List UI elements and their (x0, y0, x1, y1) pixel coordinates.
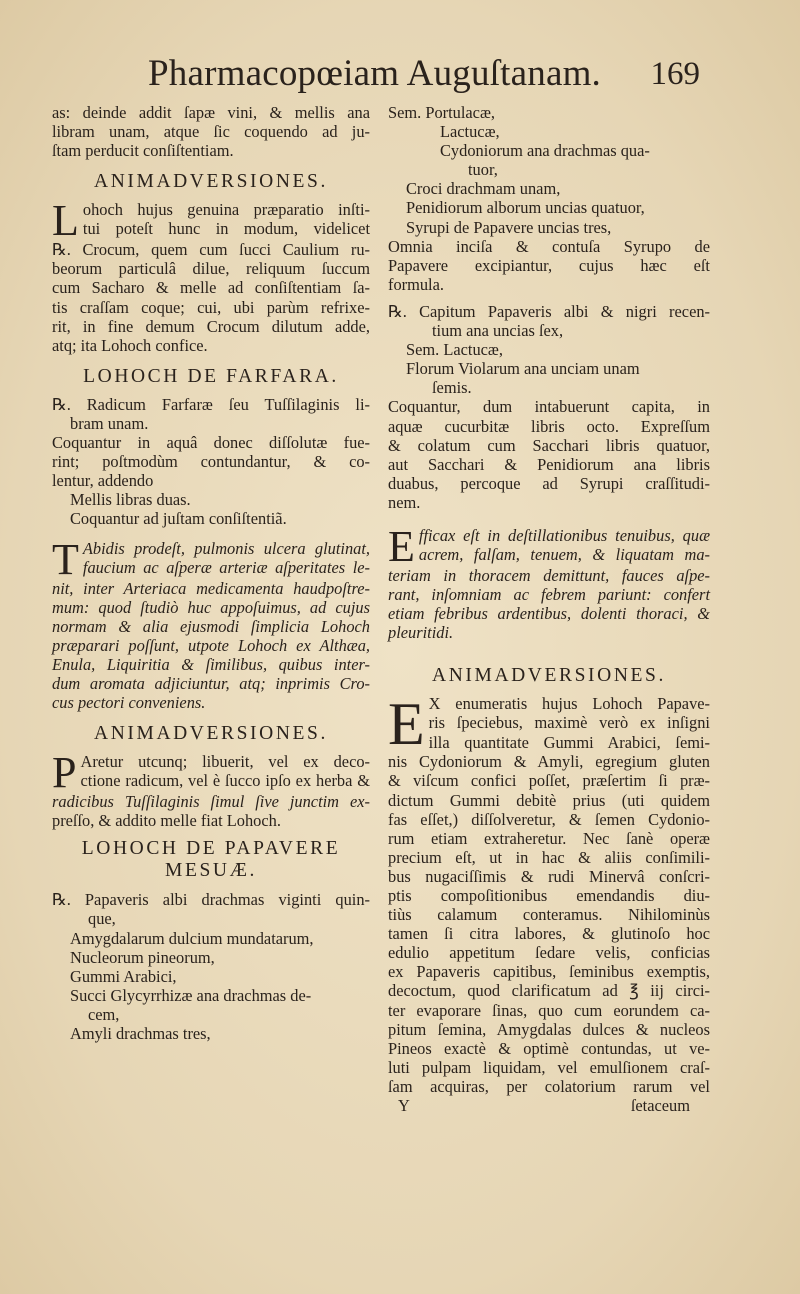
intro-paragraph (52, 103, 370, 160)
text-line: formula. (388, 274, 444, 294)
text-line: ℞. Capitum Papaveris albi & nigri recen- (388, 301, 710, 321)
text-line: tis craſſam coque; cui, ubi parùm refrixe- (52, 297, 370, 317)
text-line: Mellis libras duas. (70, 490, 191, 510)
text-line: decoctum, quod clarificatum ad ℥ iij circi- (388, 981, 710, 1001)
section-heading-mesuae: MESUÆ. (165, 860, 257, 882)
text-line: nis Cydoniorum & Amyli, egregium gluten (388, 752, 710, 772)
text-line: rit, in fine demum Crocum dilutum adde, (52, 316, 370, 336)
text-line: cus pectori conveniens. (52, 693, 206, 713)
text-line: ris ſpeciebus, maximè verò ex inſigni (428, 713, 710, 733)
text-line: dum aromata adjiciuntur, atq; inprimis Cro- (52, 673, 370, 693)
animadversiones-paragraph (52, 748, 370, 831)
catchword: ſetaceum (630, 1096, 690, 1116)
text-line: Pineos exactè & optimè contundas, ut ve- (388, 1038, 710, 1058)
text-line: Coquantur, dum intabuerunt capita, in (388, 397, 710, 417)
text-line: tiùs calamum conteramus. Nihilominùs (388, 905, 710, 925)
text-line: rum etiam extraheretur. Nec ſanè operæ (388, 828, 710, 848)
text-line: Aretur utcunq; libuerit, vel ex deco- (80, 752, 370, 772)
left-column (52, 103, 370, 1043)
text-line: pitum ſemina, Amygdalas dulces & nucleos (388, 1019, 710, 1039)
text-line: ohoch hujus genuina præparatio inſti- (82, 200, 370, 220)
section-heading-animadversiones: ANIMADVERSIONES. (94, 171, 328, 193)
drop-cap: E (388, 521, 415, 571)
drop-cap: L (52, 196, 79, 246)
running-header (140, 52, 700, 102)
text-line: Sem. Portulacæ, (388, 103, 495, 122)
text-line: fas eſſet,) diſſolveretur, & ſemen Cydonio- (388, 809, 710, 829)
text-line: rant, inſomniam ac febrem pariunt: confert (388, 585, 710, 605)
text-line: normam & alia ejusmodi ſimplicia Lohoch (52, 616, 370, 636)
text-line: tium ana uncias ſex, (432, 321, 564, 341)
papavere-recipe (52, 890, 370, 1043)
text-line: pleuritidi. (388, 623, 454, 643)
text-line: ℞. Papaveris albi drachmas viginti quin- (52, 890, 370, 910)
text-line: tamen ſi citra labores, & glutinoſo hoc (388, 924, 710, 944)
text-line: cum Sacharo & melle ad conſiſtentiam ſa- (52, 278, 370, 298)
text-line: etiam febribus ardentibus, dolenti thoraci, & (388, 604, 710, 624)
text-line: tuor, (468, 160, 498, 180)
text-line: aquæ cucurbitæ libris octo. Expreſſum (388, 416, 710, 436)
text-line: aut Sacchari & Penidiorum ana libris (388, 454, 710, 474)
running-title: Pharmacopœiam Auguſtanam. (148, 53, 602, 94)
text-line: duabus, percoque ad Syrupi craſſitudi- (388, 473, 710, 493)
text-line: precium eſt, ut in hac & aliis conſimili- (388, 847, 710, 867)
text-line: X enumeratis hujus Lohoch Papave- (428, 694, 710, 714)
section-heading-animadversiones: ANIMADVERSIONES. (94, 723, 328, 745)
text-line: atq; ita Lohoch confice. (52, 335, 208, 355)
text-line: luti pulpam liquidam, vel emulſionem craſ- (388, 1057, 710, 1077)
text-line: illa quantitate Gummi Arabici, ſemi- (428, 732, 710, 752)
page-footer (388, 1096, 710, 1115)
text-line: Croci drachmam unam, (406, 179, 561, 199)
drop-cap: E (388, 691, 425, 758)
text-line: acrem, falſam, tenuem, & liquatam ma- (418, 545, 710, 565)
text-line: Amygdalarum dulcium mundatarum, (70, 928, 314, 948)
text-line: ℞. Radicum Farfaræ ſeu Tuſſilaginis li- (52, 394, 370, 414)
text-line: ſam acquiras, per colatorium rarum vel (388, 1076, 710, 1096)
text-line: ſemis. (432, 378, 472, 398)
text-line: Abidis prodeſt, pulmonis ulcera glutinat, (82, 538, 370, 558)
page-number: 169 (650, 56, 700, 92)
papavere-recipe-continued (388, 103, 710, 294)
text-line: as: deinde addit ſapæ vini, & mellis ana (52, 103, 370, 122)
text-line: libram unam, atque ſic coquendo ad ju- (52, 122, 370, 142)
animadversiones-paragraph (388, 691, 710, 1096)
text-line: ſtam perducit conſiſtentiam. (52, 141, 234, 161)
text-line: edulio appetitum ſedare velis, conficias (388, 943, 710, 963)
text-line: Lactucæ, (440, 122, 500, 142)
text-line: dictum Gummi debitè prius (uti quidem (388, 790, 710, 810)
text-line: Coquantur ad juſtam conſiſtentiã. (70, 509, 287, 529)
text-line: Succi Glycyrrhizæ ana drachmas de- (70, 985, 312, 1005)
text-line: ex Papaveris capitibus, ſeminibus exemptis, (388, 962, 710, 982)
tabidis-paragraph (52, 534, 370, 713)
text-line: Omnia inciſa & contuſa Syrupo de (388, 236, 710, 256)
text-line: radicibus Tuſſilaginis ſimul ſive junctim ex- (52, 792, 370, 812)
text-line: Gummi Arabici, (70, 966, 177, 986)
text-line: bus nugaciſſimis & rudi Minervâ conſcri- (388, 866, 710, 886)
text-line: Cydoniorum ana drachmas qua- (440, 141, 650, 161)
text-line: Coquantur in aquâ donec diſſolutæ fue- (52, 433, 370, 453)
text-line: bram unam. (70, 413, 149, 433)
text-line: ℞. Crocum, quem cum ſucci Caulium ru- (52, 240, 370, 260)
text-line: fficax eſt in deſtillationibus tenuibus, quæ (418, 525, 710, 545)
syrup-recipe (388, 302, 710, 512)
text-line: ctione radicum, vel è ſucco ipſo ex herba & (80, 771, 370, 791)
text-line: teriam in thoracem demittunt, fauces aſpe- (388, 565, 710, 585)
text-line: tui poteſt hunc in modum, videlicet (82, 219, 370, 239)
drop-cap: T (52, 534, 79, 584)
text-line: Nucleorum pineorum, (70, 947, 215, 967)
text-line: Penidiorum alborum uncias quatuor, (406, 198, 645, 218)
section-heading-papavere: LOHOCH DE PAPAVERE (81, 838, 341, 860)
animadversiones-paragraph (52, 196, 370, 355)
text-line: Florum Violarum ana unciam unam (406, 359, 640, 379)
text-line: mum: quod ſtudiò huc appoſuimus, ad cujus (52, 597, 370, 617)
text-line: que, (88, 909, 116, 929)
text-line: beorum particulâ dilue, reliquum ſuccum (52, 259, 370, 279)
text-line: preſſo, & addito melle fiat Lohoch. (52, 811, 281, 831)
text-line: ter evaporare ſinas, quo cum eorundem ca- (388, 1000, 710, 1020)
drop-cap: P (52, 748, 77, 798)
text-line: Syrupi de Papavere uncias tres, (406, 217, 612, 237)
text-line: lentur, addendo (52, 471, 154, 491)
text-line: Enula, Liquiritia & ſimilibus, quibus inter- (52, 654, 370, 674)
text-line: Amyli drachmas tres, (70, 1024, 211, 1043)
efficax-paragraph (388, 521, 710, 643)
section-heading-animadversiones: ANIMADVERSIONES. (432, 665, 666, 687)
text-line: & viſcum confici poſſet, præſertim ſi præ- (388, 771, 710, 791)
right-column (388, 103, 710, 1115)
text-line: faucium ac aſperæ arteriæ aſperitates le- (82, 557, 370, 577)
text-line: Papavere excipiantur, cujus hæc eſt (388, 255, 710, 275)
text-line: nem. (388, 492, 421, 512)
signature-mark: Y (398, 1096, 410, 1116)
text-line: & colatum cum Sacchari libris quatuor, (388, 435, 710, 455)
text-line: Sem. Lactucæ, (406, 340, 503, 360)
text-line: ptis compoſitionibus emendandis diu- (388, 886, 710, 905)
text-line: rint; poſtmodùm contundantur, & co- (52, 452, 370, 472)
text-line: cem, (88, 1004, 120, 1024)
section-heading-farfara: LOHOCH DE FARFARA. (83, 365, 339, 387)
text-line: nit, inter Arteriaca medicamenta haudpoſtre- (52, 578, 370, 598)
farfara-recipe (52, 395, 370, 529)
text-line: præparari poſſunt, utpote Lohoch ex Althæa, (52, 635, 370, 655)
